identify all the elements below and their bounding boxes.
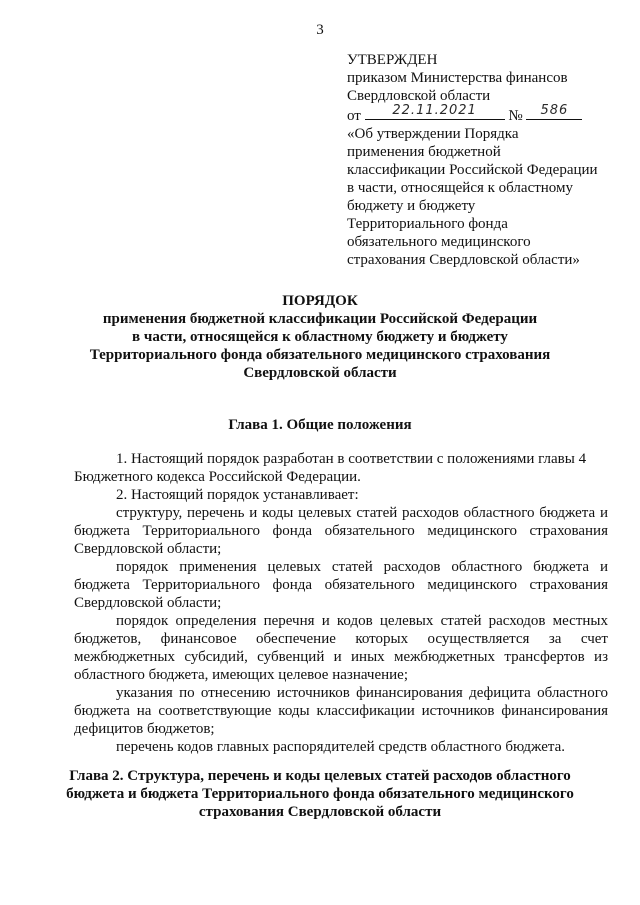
handwritten-date: 22.11.2021 (392, 103, 477, 118)
chapter2-title (60, 767, 580, 821)
paragraph-1-line1: 1. Настоящий порядок разработан в соответствии с положениями главы 4 (116, 451, 587, 467)
approval-block (347, 51, 617, 269)
chapter2-title-line: бюджета и бюджета Территориального фонда обязательного медицинского (66, 786, 574, 802)
date-prefix: от (347, 108, 361, 124)
paragraph-1-line2: Бюджетного кодекса Российской Федерации. (74, 469, 361, 485)
approval-title-line: классификации Российской Федерации (347, 162, 598, 178)
chapter1-title: Глава 1. Общие положения (228, 417, 412, 433)
paragraph-2: 2. Настоящий порядок устанавливает: (116, 487, 359, 503)
list-item-4: указания по отнесению источников финансирования дефицита областного бюджета на соответствующие коды классификации источников финансирования дефицитов бюджетов; (74, 685, 608, 737)
number-prefix: № (508, 108, 523, 124)
list-item-1: структуру, перечень и коды целевых статей расходов областного бюджета и бюджета Территориального фонда обязательного медицинского страхования Свердловской области; (74, 505, 608, 557)
document-title-line: в части, относящейся к областному бюджету и бюджету (132, 329, 508, 345)
document-title (60, 292, 580, 382)
approval-line: Свердловской области (347, 88, 491, 104)
handwritten-number: 586 (540, 103, 569, 118)
list-item-5: перечень кодов главных распорядителей средств областного бюджета. (116, 739, 565, 755)
date-field (365, 105, 505, 120)
approval-line: приказом Министерства финансов (347, 70, 568, 86)
approval-title-line: бюджету и бюджету (347, 198, 476, 214)
document-title-line: Территориального фонда обязательного медицинского страхования (89, 347, 551, 363)
approval-title-line: в части, относящейся к областному (347, 180, 574, 196)
approval-heading: УТВЕРЖДЕН (347, 52, 438, 68)
list-item-2: порядок применения целевых статей расходов областного бюджета и бюджета Территориального фонда обязательного медицинского страхования Свердловской области; (74, 559, 608, 611)
approval-title-line: обязательного медицинского (347, 234, 531, 250)
list-item-3: порядок определения перечня и кодов целевых статей расходов местных бюджетов, финансовое обеспечение которых осуществляется за счет межбюджетных субсидий, субвенций и иных межбюджетных трансфертов из областного бюджета, имеющих целевое назначение; (74, 613, 608, 683)
chapter1-body (74, 450, 608, 756)
approval-title-line: страхования Свердловской области» (347, 252, 580, 268)
document-title-line: применения бюджетной классификации Российской Федерации (102, 311, 538, 327)
approval-title-line: Территориального фонда (347, 216, 508, 232)
approval-date-line (347, 105, 617, 125)
approval-title-line: применения бюджетной (347, 144, 501, 160)
document-title-line: Свердловской области (243, 365, 397, 381)
number-field (526, 105, 582, 120)
page-number: 3 (316, 22, 324, 38)
chapter2-title-line: Глава 2. Структура, перечень и коды целевых статей расходов областного (69, 768, 571, 784)
document-heading: ПОРЯДОК (282, 293, 358, 309)
approval-title-line: «Об утверждении Порядка (347, 126, 519, 142)
chapter2-title-line: страхования Свердловской области (198, 804, 442, 820)
